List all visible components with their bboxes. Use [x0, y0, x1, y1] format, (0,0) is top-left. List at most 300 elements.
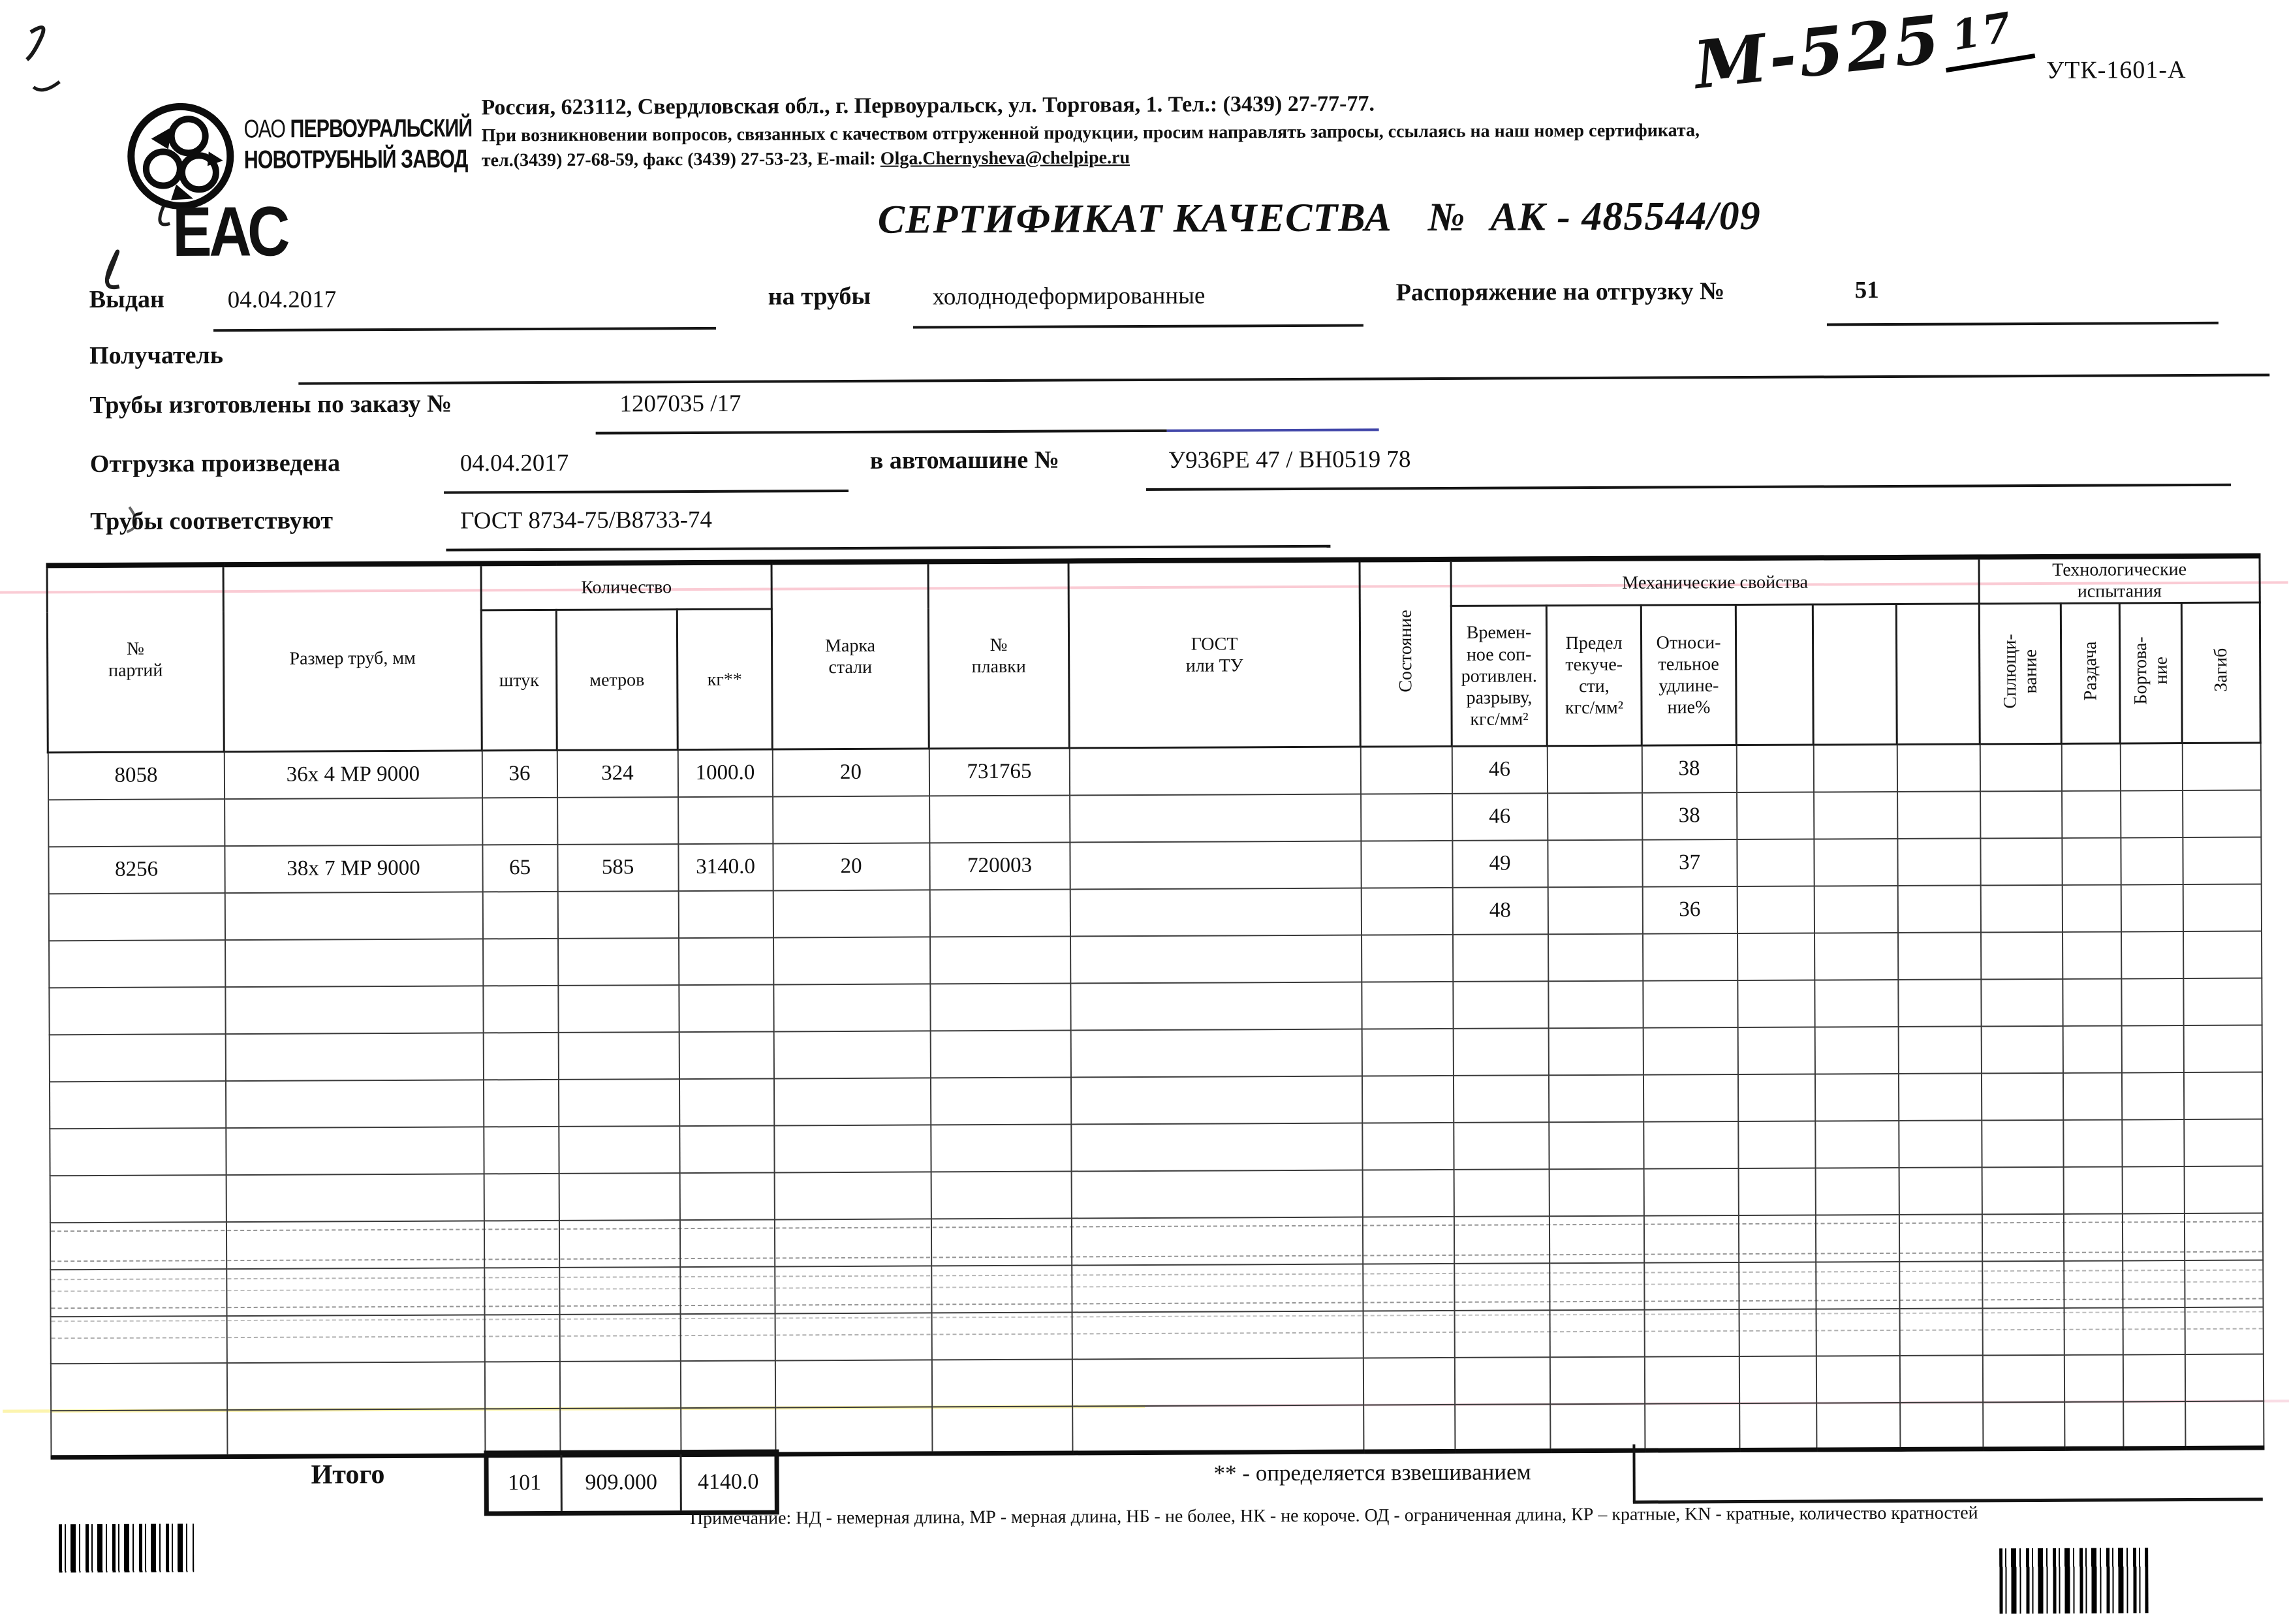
table-cell [484, 1267, 559, 1315]
table-cell [2063, 978, 2121, 1025]
table-cell [679, 1078, 773, 1126]
table-cell [1549, 1356, 1644, 1404]
table-cell [1548, 980, 1643, 1028]
table-cell [2062, 837, 2121, 884]
table-cell [225, 892, 482, 940]
table-cell [775, 1407, 932, 1454]
table-cell [48, 893, 225, 941]
handwritten-sup: 17 [1937, 0, 2036, 72]
table-cell [929, 795, 1070, 843]
table-cell [681, 1407, 775, 1455]
table-cell [2122, 1119, 2184, 1166]
table-cell [1899, 1167, 1982, 1215]
header-expansion: Раздача [2061, 603, 2120, 743]
table-cell [225, 939, 483, 987]
table-cell [1548, 1074, 1643, 1122]
conform-value: ГОСТ 8734-75/В8733-74 [460, 506, 713, 535]
table-cell [1071, 1123, 1362, 1171]
table-cell [2185, 1354, 2263, 1401]
table-cell: 36 [1642, 886, 1737, 934]
table-cell [1070, 1076, 1362, 1124]
table-cell [2062, 790, 2121, 837]
table-cell [482, 891, 557, 939]
table-cell [50, 1269, 226, 1317]
table-cell [559, 1267, 680, 1315]
truck-underline [1146, 484, 2231, 491]
order-underline [596, 429, 1167, 435]
table-cell [1363, 1310, 1454, 1358]
shipped-label: Отгрузка произведена [89, 449, 341, 478]
table-cell [773, 796, 929, 843]
table-cell [2123, 1260, 2185, 1307]
title-main: СЕРТИФИКАТ КАЧЕСТВА [877, 195, 1392, 242]
table-cell [773, 1078, 930, 1125]
table-cell [2121, 931, 2183, 978]
table-cell [680, 1266, 775, 1314]
table-cell [1454, 1216, 1549, 1264]
table-cell [1361, 840, 1452, 888]
table-cell [1453, 981, 1548, 1029]
table-cell [1550, 1403, 1645, 1451]
table-cell [1814, 839, 1897, 886]
table-cell [2184, 1119, 2262, 1166]
table-cell [1983, 1401, 2064, 1449]
table-cell [1816, 1403, 1900, 1450]
table-body [48, 743, 2264, 1458]
table-cell [1549, 1262, 1644, 1310]
barcode-right-icon [1999, 1548, 2148, 1614]
table-cell [1737, 933, 1814, 980]
table-cell [2063, 931, 2121, 978]
table-cell [1814, 980, 1898, 1027]
table-cell [1899, 1120, 1982, 1168]
table-cell [1643, 933, 1737, 981]
address-line-2: При возникновении вопросов, связанных с качеством отгруженной продукции, просим направлять запросы, ссылаясь на наш номер сертификата, [481, 120, 1700, 146]
header-bending: Загиб [2181, 602, 2260, 743]
table-cell [1739, 1356, 1816, 1403]
table-cell [2184, 1072, 2262, 1119]
table-cell [558, 985, 679, 1033]
table-cell [1980, 790, 2062, 838]
table-cell [2063, 1072, 2122, 1119]
eac-mark: ЕАС [172, 192, 288, 272]
table-cell [1898, 979, 1981, 1027]
table-cell [1815, 1215, 1899, 1262]
table-cell [1549, 1309, 1644, 1357]
table-cell [1644, 1356, 1739, 1404]
receiver-label: Получатель [89, 341, 223, 370]
table-cell [930, 1030, 1070, 1078]
totals-pieces: 101 [508, 1471, 542, 1495]
table-cell: 36х 4 МР 9000 [224, 751, 482, 799]
table-cell: 1000.0 [677, 749, 772, 797]
table-cell [2064, 1307, 2123, 1354]
table-cell [2120, 743, 2182, 790]
table-cell: 65 [482, 844, 557, 892]
table-cell [1069, 747, 1360, 795]
table-cell [1980, 837, 2062, 885]
table-cell [2063, 1213, 2122, 1260]
table-cell [2183, 790, 2261, 837]
table-cell [2121, 1025, 2183, 1072]
table-cell: 324 [557, 750, 677, 798]
table-cell [1071, 1170, 1362, 1218]
table-cell [2123, 1354, 2185, 1401]
table-cell [1362, 1028, 1453, 1076]
table-cell [1454, 1310, 1549, 1358]
table-cell: 46 [1452, 746, 1547, 794]
table-cell [2123, 1307, 2185, 1354]
table-cell [2122, 1213, 2184, 1260]
table-cell [1454, 1122, 1549, 1170]
table-cell [679, 1219, 774, 1267]
table-cell [1814, 886, 1897, 933]
table-cell: 36 [482, 750, 557, 798]
table-cell [2122, 1072, 2184, 1119]
table-cell [225, 798, 482, 846]
totals-meters: 909.000 [560, 1454, 679, 1511]
table-cell [1072, 1358, 1363, 1406]
table-cell [559, 1361, 680, 1409]
table-cell [1363, 1357, 1454, 1405]
company-name-prefix: ОАО [243, 114, 290, 143]
table-cell [50, 1316, 226, 1364]
table-cell [1643, 1074, 1737, 1122]
table-cell [1643, 980, 1737, 1028]
table-cell [2121, 978, 2183, 1025]
table-cell [1362, 1216, 1454, 1264]
table-cell [2064, 1354, 2123, 1401]
table-cell [680, 1313, 775, 1361]
bottom-vertical-rule [1632, 1444, 1635, 1502]
table-cell [2185, 1401, 2264, 1448]
table-cell [929, 889, 1070, 937]
for-pipes-value: холоднодеформированные [932, 282, 1206, 311]
address-line-3 [482, 144, 1852, 171]
table-cell [1982, 1213, 2063, 1261]
table-cell [1549, 1121, 1643, 1169]
table-cell [1072, 1405, 1363, 1453]
truck-label: в автомашине № [869, 446, 1060, 475]
header-quantity-group: Количество [481, 562, 771, 610]
table-cell [930, 983, 1070, 1031]
header-size: Размер труб, мм [223, 563, 482, 751]
table-cell [1549, 1215, 1643, 1263]
table-cell [49, 940, 225, 988]
table-cell: 720003 [929, 842, 1070, 890]
table-cell [49, 1034, 225, 1082]
conform-underline [446, 545, 1330, 552]
table-cell: 37 [1642, 839, 1737, 887]
table-cell [2121, 790, 2183, 837]
table-cell [559, 1173, 679, 1221]
table-cell [1899, 1308, 1982, 1356]
table-cell [1982, 1307, 2064, 1355]
table-cell [226, 1221, 484, 1269]
handwritten-number [1690, 0, 2036, 109]
table-cell [1980, 884, 2062, 932]
table-cell [483, 1079, 558, 1127]
barcode-left-icon [59, 1523, 194, 1572]
truck-value: У936РЕ 47 / ВН0519 78 [1168, 446, 1411, 474]
quality-table [46, 554, 2265, 1460]
table-cell [1737, 1074, 1814, 1121]
table-cell [1816, 1356, 1899, 1403]
issued-value: 04.04.2017 [227, 286, 337, 314]
totals-box [484, 1449, 779, 1516]
totals-kg: 4140.0 [679, 1454, 774, 1510]
table-cell [1897, 838, 1980, 886]
table-cell [225, 1080, 483, 1128]
company-name-line2: НОВОТРУБНЫЙ ЗАВОД [243, 144, 468, 174]
table-cell [1362, 981, 1453, 1029]
shipping-order-label: Распоряжение на отгрузку № [1395, 277, 1725, 307]
table-cell: 38 [1642, 745, 1736, 793]
table-cell [1737, 1027, 1814, 1074]
header-empty-1 [1736, 604, 1813, 745]
table-cell [931, 1265, 1072, 1313]
table-cell [1454, 1263, 1549, 1311]
table-cell [1899, 1355, 1982, 1403]
shipping-order-underline [1827, 322, 2219, 326]
table-cell [2063, 1166, 2122, 1213]
title-number-value: АК - 485544/09 [1490, 193, 1761, 240]
table-cell [1982, 1260, 2064, 1308]
company-name-line1: ПЕРВОУРАЛЬСКИЙ [290, 113, 473, 143]
table-cell [773, 1031, 930, 1078]
table-cell [1070, 982, 1362, 1030]
table-cell: 3140.0 [678, 843, 773, 891]
table-cell [2184, 1166, 2262, 1213]
table-cell [2061, 743, 2120, 790]
table-cell [483, 938, 558, 986]
conform-label: Трубы соответствуют [90, 507, 334, 536]
email-text: Olga.Chernysheva@chelpipe.ru [880, 148, 1130, 169]
table-cell [1362, 1169, 1454, 1217]
table-cell [226, 1127, 484, 1175]
table-cell [1898, 932, 1981, 980]
table-cell [2122, 1166, 2184, 1213]
table-cell [1362, 934, 1453, 982]
table-cell: 20 [773, 843, 929, 890]
header-state: Состояние [1360, 559, 1452, 747]
order-underline-blue [1167, 428, 1379, 431]
note-line: Примечание: НД - немерная длина, МР - мерная длина, НБ - не более, НК - не короче. ОД - ограниченная длина, КР – кратные, KN - кратные, количество кратностей [689, 1503, 1978, 1529]
table-cell [1897, 791, 1980, 839]
table-cell [679, 937, 773, 985]
table-cell [49, 1081, 225, 1129]
table-cell [2121, 837, 2183, 884]
table-cell [2182, 743, 2260, 790]
table-cell [774, 1219, 931, 1266]
table-cell [1736, 745, 1813, 792]
header-heat-number: № плавки [928, 561, 1069, 748]
header-mechanical-group: Механические свойства [1451, 557, 1979, 606]
table-cell [1548, 933, 1643, 981]
table-cell [1361, 793, 1452, 841]
table-cell [931, 1124, 1071, 1172]
table-cell [1549, 1168, 1643, 1216]
table-cell [559, 1126, 679, 1174]
table-cell [1363, 1263, 1454, 1311]
weighing-footnote: ** - определяется взвешиванием [1213, 1459, 1531, 1486]
table-cell [678, 796, 773, 844]
table-cell [482, 797, 557, 845]
table-cell [484, 1173, 559, 1221]
table-cell [775, 1360, 931, 1407]
table-cell [2183, 884, 2261, 931]
table-cell [1362, 1122, 1454, 1170]
table-cell [558, 938, 679, 986]
table-cell [1816, 1309, 1899, 1356]
header-tensile-strength: Времен- ное соп- ротивлен. разрыву, кгс/мм² [1451, 606, 1547, 747]
table-cell [1645, 1403, 1739, 1451]
table-cell [773, 984, 930, 1031]
form-code: УТК-1601-А [2046, 56, 2187, 84]
table-cell [1548, 792, 1642, 840]
table-cell [1360, 746, 1452, 794]
table-cell [1813, 745, 1897, 792]
header-elongation: Относи- тельное удлине- ние% [1641, 605, 1736, 746]
table-cell [1071, 1217, 1362, 1265]
table-cell [2062, 884, 2121, 931]
table-cell [558, 1079, 679, 1127]
table-cell [50, 1128, 226, 1176]
order-value: 1207035 /17 [619, 390, 741, 418]
table-cell [557, 891, 678, 939]
table-cell [1362, 1075, 1453, 1123]
table-cell [1739, 1403, 1816, 1450]
table-cell: 8256 [48, 846, 225, 894]
table-cell [679, 1125, 774, 1173]
header-gost: ГОСТ или ТУ [1068, 560, 1360, 749]
table-cell [1643, 1121, 1738, 1169]
table-cell [1643, 1168, 1738, 1216]
table-cell [2185, 1260, 2263, 1307]
table-cell [1815, 1121, 1899, 1168]
table-cell [226, 1315, 484, 1363]
table-cell [775, 1313, 931, 1360]
table-cell: 46 [1452, 793, 1548, 841]
table-cell [1547, 745, 1642, 793]
certificate-title [748, 193, 1890, 244]
table-cell [1455, 1404, 1550, 1452]
issued-label: Выдан [89, 285, 164, 314]
table-cell [483, 1032, 558, 1080]
table-cell [484, 1126, 559, 1174]
table-cell [1070, 794, 1361, 842]
table-cell [1980, 743, 2061, 791]
header-empty-3 [1896, 604, 1980, 745]
table-cell [1070, 888, 1361, 936]
header-technological-group: Технологические испытания [1979, 556, 2260, 604]
table-row [51, 1401, 2264, 1458]
table-cell [484, 1314, 559, 1362]
address-line-1: Россия, 623112, Свердловская обл., г. Первоуральск, ул. Торговая, 1. Тел.: (3439) 27-77-77. [481, 91, 1375, 120]
table-cell [1548, 886, 1642, 934]
table-cell [1363, 1404, 1455, 1452]
table-cell [2185, 1307, 2263, 1354]
table-cell: 8058 [48, 752, 224, 800]
header-kg: кг** [677, 609, 772, 750]
table-cell [2123, 1401, 2185, 1448]
table-cell [1453, 1075, 1548, 1123]
table-cell [558, 1032, 679, 1080]
table-cell [1899, 1214, 1982, 1262]
table-cell [679, 1031, 773, 1079]
table-cell [680, 1360, 775, 1408]
table-cell [225, 986, 483, 1034]
table-cell [774, 1125, 931, 1172]
table-cell [1454, 1169, 1549, 1217]
table-cell [1814, 1074, 1898, 1121]
title-number-sign: № [1427, 195, 1466, 240]
header-steel-grade: Марка стали [771, 561, 929, 749]
table-cell [930, 936, 1070, 984]
shipped-value: 04.04.2017 [459, 449, 569, 477]
table-cell [1982, 1354, 2064, 1402]
table-cell [1070, 1029, 1362, 1077]
table-cell [678, 890, 773, 938]
table-cell [559, 1220, 679, 1268]
table-cell [2064, 1260, 2123, 1307]
table-cell [931, 1312, 1072, 1360]
for-pipes-label: на трубы [768, 282, 871, 311]
table-cell [774, 1172, 931, 1219]
table-cell [1070, 841, 1361, 889]
table-cell [1982, 1072, 2063, 1120]
table-cell: 48 [1452, 887, 1548, 935]
header-pieces: штук [481, 610, 557, 750]
table-cell [930, 1077, 1070, 1125]
company-name [244, 112, 473, 176]
table-cell [560, 1408, 681, 1456]
table-cell: 731765 [929, 748, 1069, 796]
table-cell [2183, 837, 2261, 884]
table-cell [1897, 885, 1980, 933]
table-cell [50, 1222, 226, 1270]
table-cell [1739, 1309, 1816, 1356]
header-flanging: Бортова- ние [2119, 603, 2182, 743]
table-cell [1644, 1262, 1739, 1310]
header-meters: метров [556, 610, 677, 751]
table-cell [1897, 744, 1980, 792]
table-cell [1814, 792, 1897, 839]
table-cell [1548, 839, 1642, 887]
phone-fax-text: тел.(3439) 27-68-59, факс (3439) 27-53-23, E-mail: [481, 148, 880, 171]
table-cell [1738, 1168, 1815, 1215]
header-flattening: Сплющи- вание [1979, 603, 2061, 744]
table-cell [1814, 1027, 1898, 1074]
table-cell [1643, 1215, 1738, 1263]
table-cell [483, 985, 558, 1033]
table-cell [559, 1314, 680, 1362]
header-yield-strength: Предел текуче- сти, кгс/мм² [1546, 605, 1642, 746]
table-cell [2063, 1119, 2122, 1166]
table-cell [1548, 1027, 1643, 1075]
table-cell [1072, 1264, 1363, 1312]
table-cell [227, 1409, 485, 1457]
table-cell [484, 1361, 559, 1409]
table-cell [1899, 1261, 1982, 1309]
table-cell [1070, 935, 1362, 983]
table-cell [1454, 1357, 1549, 1405]
table-cell [679, 1172, 774, 1220]
table-cell [1738, 1121, 1815, 1168]
receiver-underline [298, 373, 2269, 384]
table-cell [485, 1408, 560, 1456]
table-cell: 49 [1452, 840, 1548, 888]
